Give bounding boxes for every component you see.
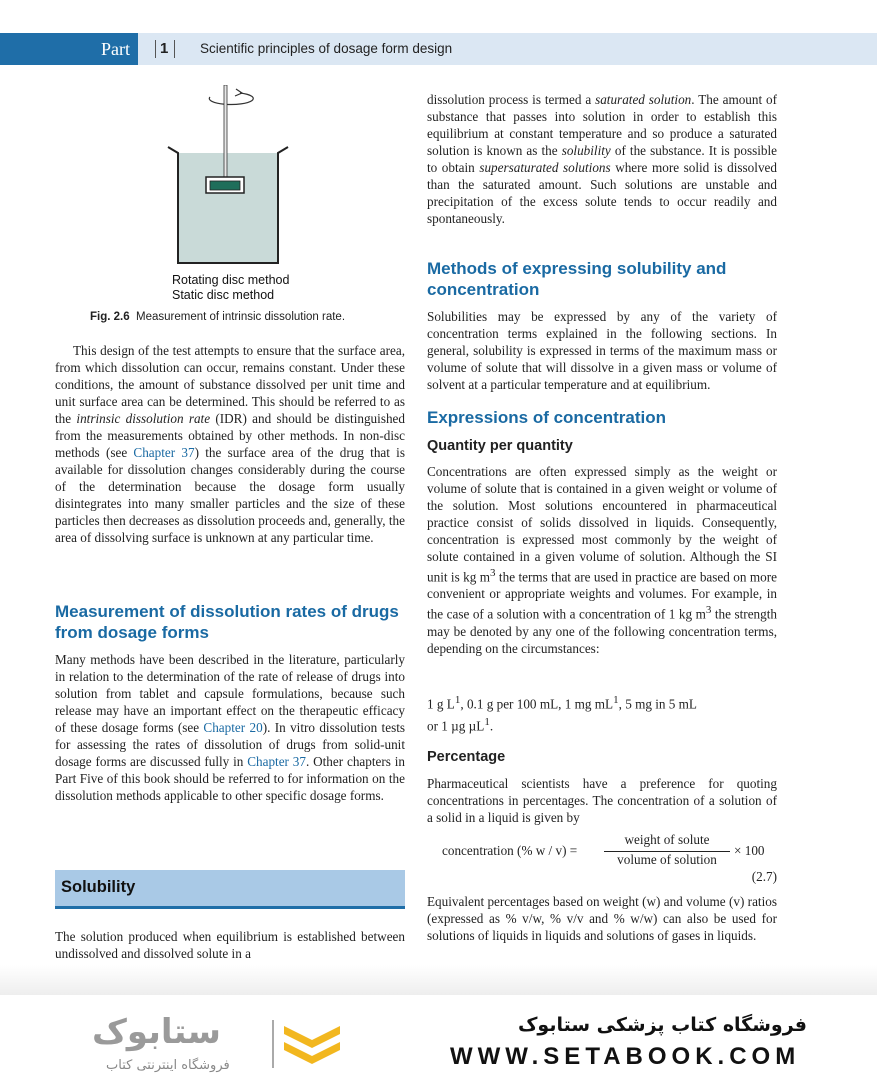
running-title: Scientific principles of dosage form design [200,41,453,56]
store-url[interactable]: WWW.SETABOOK.COM [450,1043,801,1070]
left-paragraph-2: Many methods have been described in the literature, particularly in relation to the determination of the rate of release of drugs into solution from tablet and capsule formulations, because such release may have an important effect on the therapeutic efficacy of these dosage forms (see Chapter 20). In vitro dissolution tests for assessing the rates of dissolution of drugs from solid-unit dosage forms are discussed fully in Chapter 37. Other chapters in Part Five of this book should be referred to for information on the dissolution methods applicable to other specific dosage forms. [55,652,406,803]
caption-label: Fig. 2.6 [90,311,130,323]
part-tab [0,33,138,65]
store-logo-text: ستابوک [92,1012,221,1052]
chapter-link[interactable]: Chapter 20 [203,720,263,735]
caption-text: Measurement of intrinsic dissolution rate. [136,311,346,323]
store-logo-subtitle: فروشگاه اینترنتی کتاب [106,1058,230,1073]
solubility-heading: Solubility [61,878,136,896]
equation-numerator: weight of solute [624,832,710,847]
right-subheading-1: Quantity per quantity [427,438,573,454]
part-number: 1 [160,40,169,57]
right-paragraph-1: dissolution process is termed a saturated solution. The amount of substance that passes into solution in order to establish this equilibrium at constant temperature and so produce a saturated solution is known as the solubility of the substance. It is possible to obtain supersaturated solutions where more solid is dissolved than the saturated amount. Such solutions are unstable and precipitation of the excess solute tends to occur readily and spontaneously. [427,92,778,226]
right-paragraph-2: Solubilities may be expressed by any of the variety of concentration terms explained in the following sections. In general, solubility is expressed in terms of the maximum mass or volume of solute that will dissolve in a given mass or volume of solvent at a particular temperature and at equilibrium. [427,309,777,392]
figure-caption [90,311,345,323]
left-paragraph-3: The solution produced when equilibrium is established between undissolved and dissolved solute in a [55,929,405,961]
equation-number: (2.7) [751,869,777,884]
equation-2-7 [442,832,777,892]
right-paragraph-5: Equivalent percentages based on weight (w) and volume (v) ratios (expressed as % v/w, % v/v and % w/w) can also be used for solutions of liquids in liquids and solutions of gases in liquids. [427,894,777,943]
header-divider [174,40,175,58]
figure-label-line: Static disc method [172,288,275,302]
right-subheading-2: Percentage [427,749,506,765]
solubility-heading-box [55,870,405,909]
concentration-units: 1 g $L^1$, 0.1 g per 100 mL, 1 mg $mL^1$, 5 mg in 5 mL or 1 µg µL$^1$. [427,694,697,734]
left-heading-1: Measurement of dissolution rates of drugs from dosage forms [55,602,399,642]
right-paragraph-3: Concentrations are often expressed simply as the weight or volume of solute that is contained in a given weight or volume of the solution. Most solutions encountered in pharmaceutical practice consist of solids dissolved in liquids. Consequently, concentration is expressed most commonly by the weight of solute contained in a given volume of solution. Although the SI unit is kg $m^3$ the terms that are used in practice are based on more convenient or appropriate weights and volumes. For example, in the case of a solution with a concentration of 1 kg $m^3$ the strength may be denoted by any one of the following concentration terms, depending on the circumstances: [427,464,777,656]
dissolution-apparatus-figure [160,85,290,270]
equation-denominator: volume of solution [617,852,717,867]
part-label: Part [101,39,130,59]
equation-multiplier: × 100 [734,843,765,858]
running-header [0,33,877,65]
right-heading-2: Expressions of concentration [427,408,666,427]
right-paragraph-4: Pharmaceutical scientists have a preference for quoting concentrations in percentages. The concentration of a solution of a solid in a liquid is given by [427,776,777,825]
setabook-logo-icon [272,1020,342,1076]
page-bottom-fade [0,965,877,995]
chapter-link[interactable]: Chapter 37 [247,754,306,769]
chapter-link[interactable]: Chapter 37 [133,445,195,460]
figure-label [172,273,289,303]
store-name: فروشگاه کتاب پزشکی ستابوک [517,1014,807,1036]
left-paragraph-1: This design of the test attempts to ensure that the surface area, from which dissolution can occur, remains constant. Under these conditions, the amount of substance dissolved per unit time and unit surface area can be determined. This should be referred to as the intrinsic dissolution rate (IDR) and should be distinguished from the measurements obtained by other methods. In non-disc methods (see Chapter 37) the surface area of the drug that is available for dissolution changes considerably during the course of the determination because the dosage form usually disintegrates into many smaller particles and the size of these particles then decreases as dissolution proceeds and, generally, the area of dissolving surface is unknown at any particular time. [55,343,405,545]
figure-label-line: Rotating disc method [172,273,290,287]
right-heading-1: Methods of expressing solubility and concentration [427,259,727,299]
equation-lhs: concentration (% w / v) = [442,843,578,858]
header-divider [155,40,156,58]
